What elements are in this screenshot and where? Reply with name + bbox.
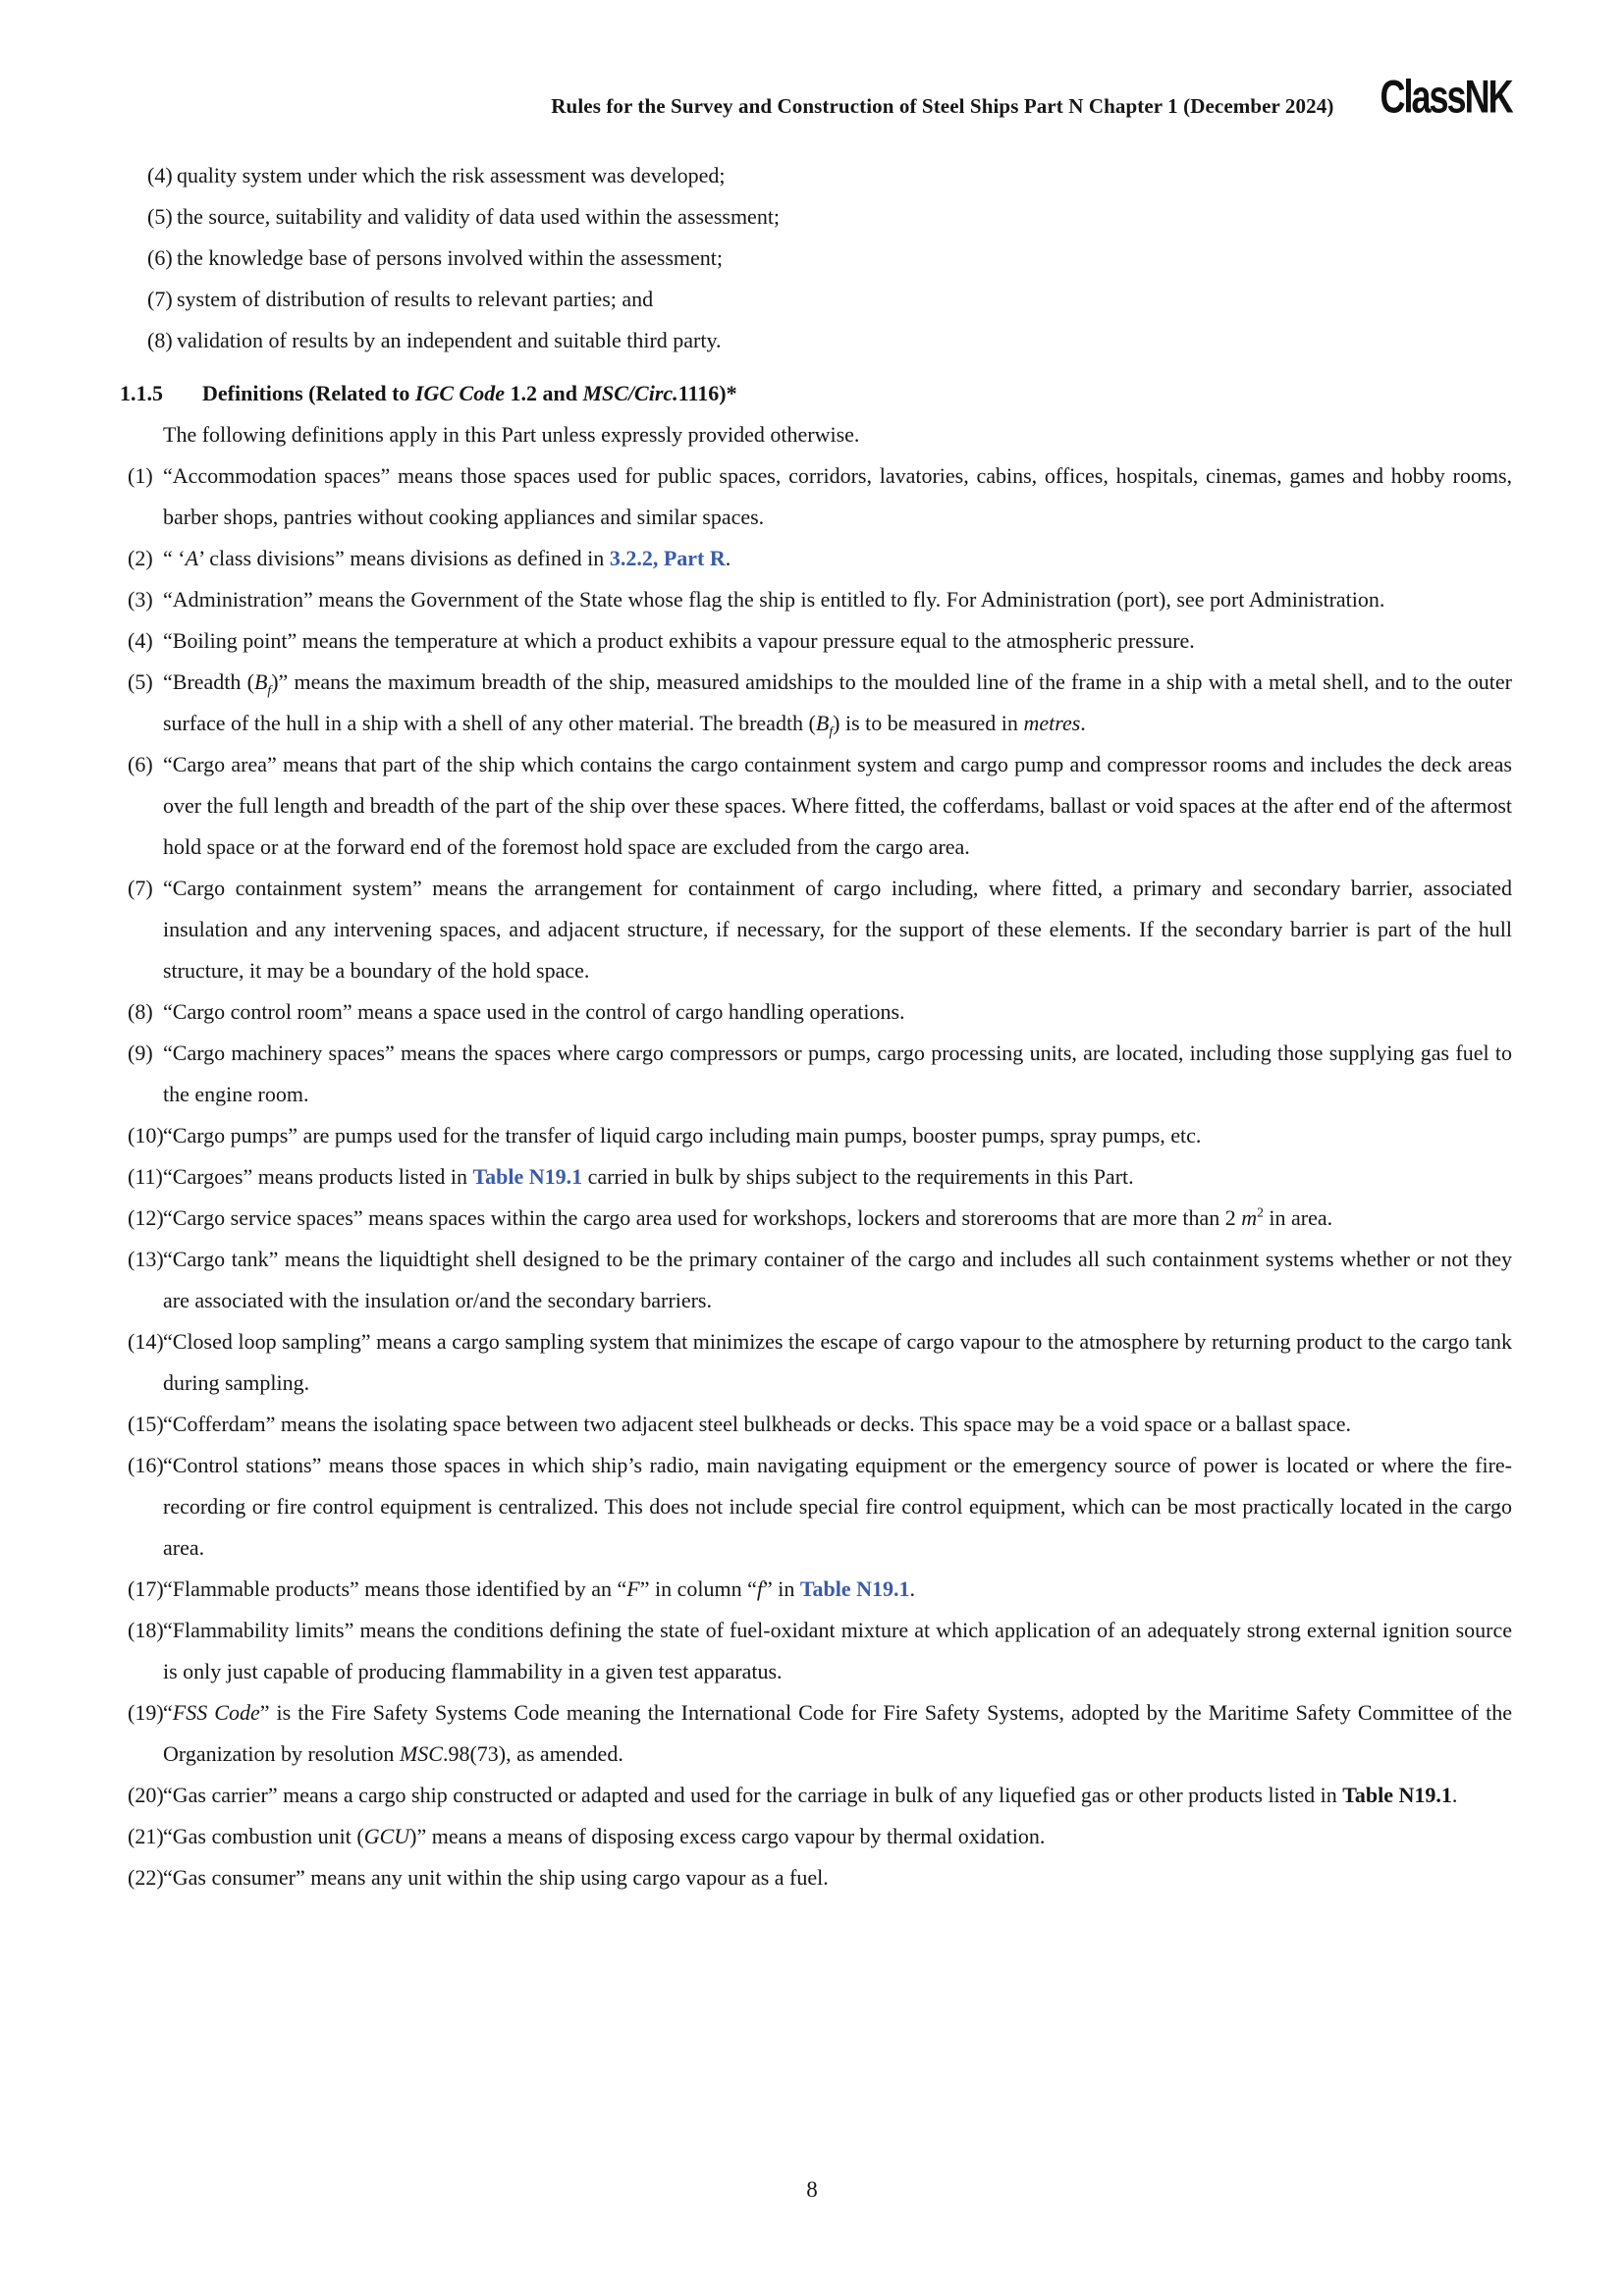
item-text bbox=[163, 587, 1384, 612]
text-run: . bbox=[725, 546, 731, 570]
intro-paragraph: The following definitions apply in this Part unless expressly provided otherwise. bbox=[163, 422, 860, 447]
item-number: (13) bbox=[128, 1247, 164, 1271]
item-text bbox=[163, 463, 1512, 529]
text-run: “ bbox=[163, 1700, 173, 1725]
item-number: (16) bbox=[128, 1453, 164, 1477]
item-text bbox=[163, 1123, 1201, 1148]
definition-item bbox=[120, 538, 1512, 579]
text-run: . bbox=[1451, 1783, 1458, 1807]
text-run: quality system under which the risk assessment was developed; bbox=[177, 163, 726, 187]
item-number: (11) bbox=[128, 1164, 163, 1189]
text-run: “Cargo machinery spaces” means the spaces where cargo compressors or pumps, cargo processing units, are located, including those supplying gas fuel to the engine room. bbox=[163, 1041, 1512, 1106]
text-run: “Cargoes” means products listed in bbox=[163, 1164, 473, 1189]
item-text bbox=[163, 669, 1513, 739]
definitions-list bbox=[120, 455, 1512, 1898]
text-run: “Flammability limits” means the conditions defining the state of fuel-oxidant mixture at which application of an adequately strong external ignition source is only just capable of producing flammability in a given test apparatus. bbox=[163, 1618, 1512, 1683]
item-text bbox=[163, 1412, 1351, 1436]
definition-item bbox=[120, 1692, 1512, 1775]
text-run: “Flammable products” means those identified by an “ bbox=[163, 1576, 627, 1601]
item-number: (7) bbox=[147, 287, 173, 311]
item-text bbox=[163, 1824, 1045, 1848]
definition-item bbox=[120, 579, 1512, 620]
definition-item bbox=[120, 1775, 1512, 1816]
definition-item bbox=[120, 1239, 1512, 1321]
running-header-title: Rules for the Survey and Construction of Steel Ships Part N Chapter 1 (December 2024) bbox=[551, 94, 1334, 118]
text-run: the source, suitability and validity of data used within the assessment; bbox=[177, 204, 781, 229]
item-number: (17) bbox=[128, 1576, 164, 1601]
definition-item bbox=[120, 1115, 1512, 1156]
text-run: “Cofferdam” means the isolating space between two adjacent steel bulkheads or decks. This space may be a void space or a ballast space. bbox=[163, 1412, 1351, 1436]
item-number: (6) bbox=[147, 245, 173, 270]
definition-item bbox=[120, 744, 1512, 868]
text-run-isub: f bbox=[267, 682, 272, 698]
item-text bbox=[177, 287, 653, 311]
text-run: ” in bbox=[762, 1576, 800, 1601]
item-text bbox=[163, 1453, 1512, 1560]
definition-item bbox=[120, 620, 1512, 662]
text-run-b: Table N19.1 bbox=[1342, 1783, 1452, 1807]
section-heading bbox=[120, 373, 1512, 414]
item-number: (20) bbox=[128, 1783, 164, 1807]
item-text bbox=[163, 1041, 1512, 1106]
definition-item bbox=[120, 1857, 1512, 1898]
item-text bbox=[163, 1164, 1134, 1189]
text-run: ” is the Fire Safety Systems Code meaning the International Code for Fire Safety Systems, adopted by the Maritime Safety Committee of the Organization by resolution bbox=[163, 1700, 1512, 1766]
definition-item bbox=[120, 1198, 1512, 1239]
item-text bbox=[163, 1865, 829, 1890]
text-run-i: B bbox=[253, 669, 268, 694]
text-run: )” means a means of disposing excess cargo vapour by thermal oxidation. bbox=[409, 1824, 1046, 1848]
item-text bbox=[163, 1618, 1512, 1683]
text-run-sup: 2 bbox=[1257, 1204, 1264, 1220]
text-run: “Boiling point” means the temperature at which a product exhibits a vapour pressure equal to the atmospheric pressure. bbox=[163, 628, 1195, 653]
cross-reference-link[interactable]: 3.2.2, Part R bbox=[609, 546, 726, 570]
definition-item bbox=[120, 1816, 1512, 1857]
item-text bbox=[163, 628, 1195, 653]
definition-item bbox=[120, 455, 1512, 538]
item-number: (14) bbox=[128, 1329, 164, 1354]
item-number: (12) bbox=[128, 1205, 164, 1230]
text-run: “Cargo service spaces” means spaces within the cargo area used for workshops, lockers and storerooms that are more than 2 bbox=[163, 1205, 1242, 1230]
item-text bbox=[163, 1205, 1332, 1230]
text-run: validation of results by an independent and suitable third party. bbox=[177, 328, 722, 352]
item-number: (4) bbox=[128, 628, 153, 653]
assessment-criteria-list bbox=[120, 155, 1512, 361]
assessment-item bbox=[120, 320, 1512, 361]
item-text bbox=[163, 546, 731, 570]
text-run: in area. bbox=[1263, 1205, 1333, 1230]
page-body bbox=[120, 155, 1512, 1898]
item-text bbox=[177, 245, 723, 270]
definition-item bbox=[120, 1321, 1512, 1404]
cross-reference-link[interactable]: Table N19.1 bbox=[472, 1164, 583, 1189]
text-run-i: m bbox=[1241, 1205, 1258, 1230]
definition-item bbox=[120, 1404, 1512, 1445]
item-number: (18) bbox=[128, 1618, 164, 1642]
item-number: (9) bbox=[128, 1041, 153, 1065]
text-run: ) is to be measured in bbox=[833, 711, 1024, 735]
text-run: the knowledge base of persons involved within the assessment; bbox=[177, 245, 724, 270]
text-run: “Cargo pumps” are pumps used for the transfer of liquid cargo including main pumps, booster pumps, spray pumps, etc. bbox=[163, 1123, 1202, 1148]
definition-item bbox=[120, 1033, 1512, 1115]
text-run-i: MSC bbox=[399, 1741, 443, 1766]
text-run: “Gas carrier” means a cargo ship constructed or adapted and used for the carriage in bulk of any liquefied gas or other products listed in bbox=[163, 1783, 1343, 1807]
text-run-bi: IGC Code bbox=[414, 381, 505, 405]
text-run-i: A bbox=[185, 546, 199, 570]
text-run: . bbox=[909, 1576, 916, 1601]
item-text bbox=[163, 752, 1512, 859]
item-text bbox=[163, 1247, 1512, 1312]
item-number: (21) bbox=[128, 1824, 164, 1848]
item-number: (8) bbox=[128, 999, 153, 1024]
item-number: (7) bbox=[128, 876, 153, 900]
definition-item bbox=[120, 1610, 1512, 1692]
cross-reference-link[interactable]: Table N19.1 bbox=[799, 1576, 910, 1601]
text-run: “Closed loop sampling” means a cargo sampling system that minimizes the escape of cargo vapour to the atmosphere by returning product to the cargo tank during sampling. bbox=[163, 1329, 1512, 1395]
text-run-isub: f bbox=[829, 723, 834, 739]
classnk-logo: ClassNK bbox=[1380, 70, 1512, 123]
text-run: carried in bulk by ships subject to the requirements in this Part. bbox=[582, 1164, 1134, 1189]
item-text bbox=[177, 328, 722, 352]
text-run: ” in column “ bbox=[639, 1576, 757, 1601]
item-text bbox=[163, 1329, 1512, 1395]
text-run-i: F bbox=[626, 1576, 640, 1601]
text-run-b: 1116)* bbox=[677, 381, 737, 405]
item-number: (8) bbox=[147, 328, 173, 352]
text-run-i: GCU bbox=[363, 1824, 410, 1848]
item-number: (19) bbox=[128, 1700, 164, 1725]
text-run: “Cargo control room” means a space used in the control of cargo handling operations. bbox=[163, 999, 905, 1024]
assessment-item bbox=[120, 279, 1512, 320]
text-run-b: Definitions (Related to bbox=[202, 381, 415, 405]
page-header bbox=[120, 70, 1512, 124]
section-title bbox=[202, 381, 737, 405]
text-run: “ ‘ bbox=[163, 546, 186, 570]
page-number: 8 bbox=[806, 2177, 818, 2202]
assessment-item bbox=[120, 155, 1512, 196]
text-run: “Cargo tank” means the liquidtight shell designed to be the primary container of the cargo and includes all such containment systems whether or not they are associated with the insulation or/and the secondary barriers. bbox=[163, 1247, 1512, 1312]
text-run: .98(73), as amended. bbox=[442, 1741, 623, 1766]
text-run: “Accommodation spaces” means those spaces used for public spaces, corridors, lavatories, cabins, offices, hospitals, cinemas, games and hobby rooms, barber shops, pantries without cooking appliances and similar spaces. bbox=[163, 463, 1512, 529]
item-text bbox=[177, 163, 725, 187]
item-text bbox=[163, 999, 905, 1024]
text-run-b: 1.2 and bbox=[504, 381, 583, 405]
item-number: (22) bbox=[128, 1865, 164, 1890]
definition-item bbox=[120, 1569, 1512, 1610]
text-run: “Control stations” means those spaces in which ship’s radio, main navigating equipment or the emergency source of power is located or where the fire-recording or fire control equipment is centralized. This does not include special fire control equipment, which can be most practically located in the cargo area. bbox=[163, 1453, 1512, 1560]
item-text bbox=[163, 876, 1512, 983]
section-number: 1.1.5 bbox=[120, 381, 163, 405]
text-run: “Breadth ( bbox=[163, 669, 254, 694]
item-text bbox=[163, 1700, 1512, 1766]
text-run-i: metres bbox=[1023, 711, 1081, 735]
item-text bbox=[163, 1783, 1457, 1807]
item-number: (1) bbox=[128, 463, 153, 488]
definition-item bbox=[120, 662, 1512, 744]
item-number: (5) bbox=[128, 669, 153, 694]
item-number: (10) bbox=[128, 1123, 164, 1148]
text-run-i: FSS Code bbox=[172, 1700, 260, 1725]
item-text bbox=[163, 1576, 915, 1601]
text-run-bi: MSC/Circ. bbox=[582, 381, 678, 405]
assessment-item bbox=[120, 238, 1512, 279]
text-run: “Gas consumer” means any unit within the ship using cargo vapour as a fuel. bbox=[163, 1865, 829, 1890]
text-run: system of distribution of results to relevant parties; and bbox=[177, 287, 654, 311]
definition-item bbox=[120, 1156, 1512, 1198]
text-run: . bbox=[1080, 711, 1086, 735]
definition-item bbox=[120, 991, 1512, 1033]
text-run: “Cargo area” means that part of the ship which contains the cargo containment system and cargo pump and compressor rooms and includes the deck areas over the full length and breadth of the part of the ship over these spaces. Where fitted, the cofferdams, ballast or void spaces at the after end of the aftermost hold space or at the forward end of the foremost hold space are excluded from the cargo area. bbox=[163, 752, 1512, 859]
text-run: “Cargo containment system” means the arrangement for containment of cargo including, where fitted, a primary and secondary barrier, associated insulation and any intervening spaces, and adjacent structure, if necessary, for the support of these elements. If the secondary barrier is part of the hull structure, it may be a boundary of the hold space. bbox=[163, 876, 1512, 983]
item-number: (4) bbox=[147, 163, 173, 187]
text-run: “Administration” means the Government of the State whose flag the ship is entitled to fly. For Administration (port), see port Administration. bbox=[163, 587, 1385, 612]
item-number: (3) bbox=[128, 587, 153, 612]
item-number: (5) bbox=[147, 204, 173, 229]
text-run: )” means the maximum breadth of the ship, measured amidships to the moulded line of the frame in a ship with a metal shell, and to the outer surface of the hull in a ship with a shell of any other material. The breadth ( bbox=[163, 669, 1513, 735]
text-run: ’ class divisions” means divisions as defined in bbox=[198, 546, 610, 570]
text-run: “Gas combustion unit ( bbox=[163, 1824, 364, 1848]
definition-item bbox=[120, 1445, 1512, 1569]
definition-item bbox=[120, 868, 1512, 991]
item-text bbox=[177, 204, 780, 229]
assessment-item bbox=[120, 196, 1512, 238]
item-number: (2) bbox=[128, 546, 153, 570]
text-run-i: f bbox=[756, 1576, 763, 1601]
item-number: (15) bbox=[128, 1412, 164, 1436]
item-number: (6) bbox=[128, 752, 153, 776]
page-footer bbox=[0, 2177, 1624, 2203]
text-run-i: B bbox=[815, 711, 830, 735]
